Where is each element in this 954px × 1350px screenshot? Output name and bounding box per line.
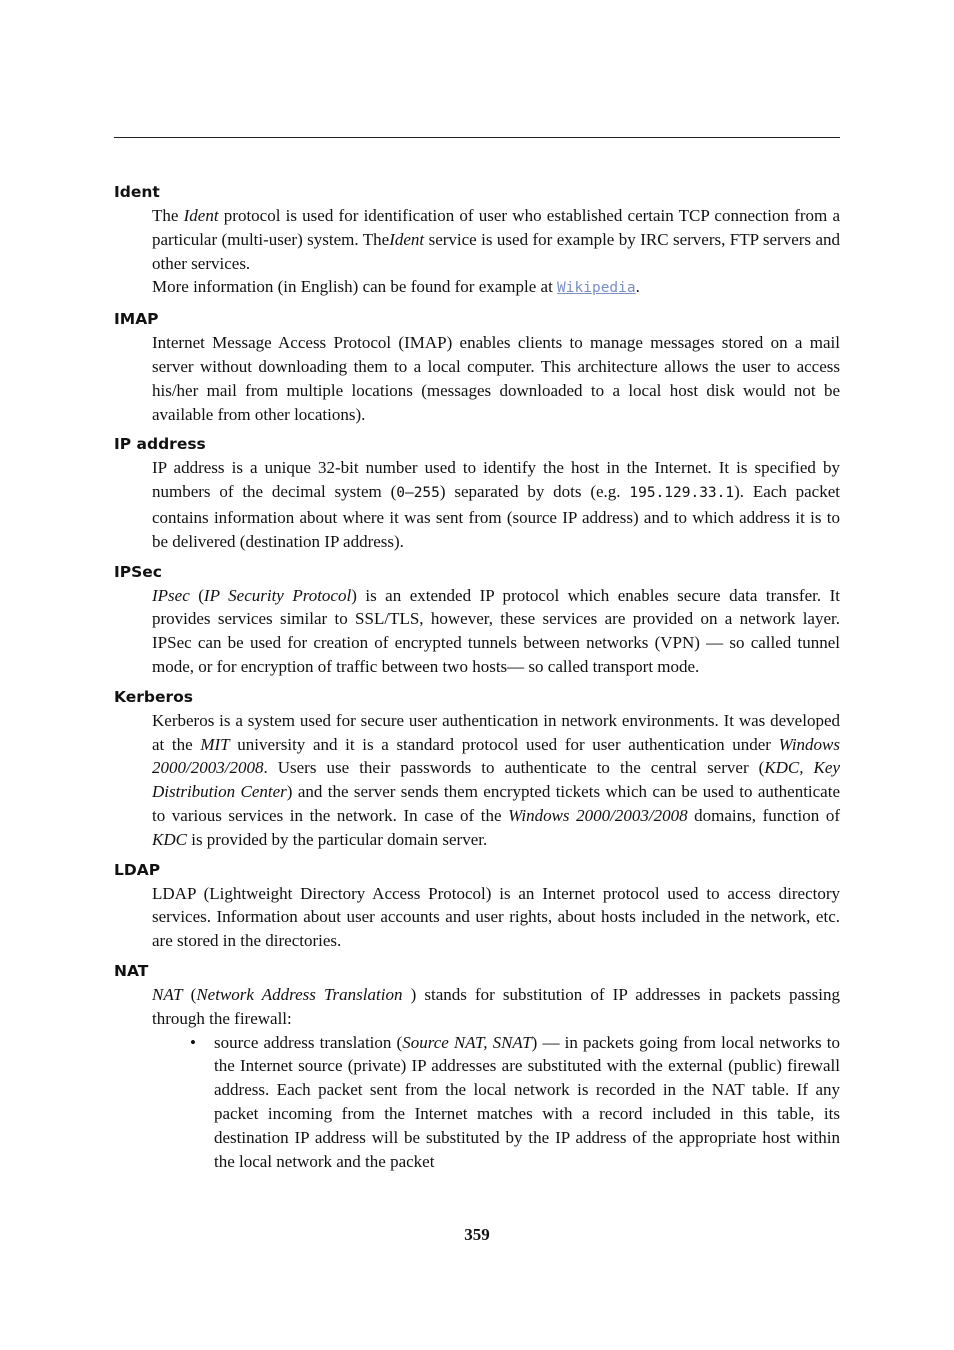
paragraph (152, 275, 840, 301)
list-item (190, 1031, 840, 1174)
glossary-entry-ip-address (114, 432, 840, 553)
text: ( (189, 585, 204, 605)
emphasis: Windows 2000/2003/2008 (152, 734, 840, 778)
glossary-entry-ipsec (114, 560, 840, 679)
term-kerberos: Kerberos (114, 687, 194, 706)
text: protocol is used for identification of user who established certain TCP connection from a particular (multi-user) system. The (152, 206, 840, 249)
emphasis: Network Address Translation (196, 984, 403, 1004)
glossary-entry-imap (114, 307, 840, 426)
term-ip-address: IP address (114, 435, 206, 454)
text: ) — in packets going from local networks to the Internet source (private) IP addresses are substituted with the external (public) firewall address. Each packet sent from the local network is recorded in the NAT table. If any packet incoming from the Internet matches with a record included in this table, its destination IP address will be substituted by the IP address of the appropriate host within the local network and the packet (214, 1032, 840, 1171)
text: university and it is a standard protocol used for user authentication under (229, 734, 779, 754)
text: ) separated by dots (e.g. (439, 482, 630, 502)
code-range: 0–255 (396, 485, 440, 502)
glossary-entry-nat (114, 959, 840, 1173)
text: ). Each packet contains information about where it was sent from (source IP address) and to which address it is to be delivered (destination IP address). (152, 482, 840, 551)
text: . (635, 277, 640, 297)
text: ( (182, 984, 197, 1004)
emphasis: Source NAT, SNAT (402, 1032, 532, 1052)
page-number: 359 (464, 1225, 490, 1244)
emphasis: Ident (183, 206, 219, 225)
emphasis: IPsec (152, 585, 190, 605)
text: The (152, 206, 184, 225)
glossary-entry-ident (114, 180, 840, 301)
term-nat: NAT (114, 961, 149, 980)
wikipedia-link[interactable]: Wikipedia (557, 280, 636, 297)
paragraph: LDAP (Lightweight Directory Access Protocol) is an Internet protocol used to access directory services. Information about user accounts and user rights, about hosts included in the network, etc. are stored in the directories. (152, 883, 840, 951)
text: More information (in English) can be found for example at (152, 277, 558, 297)
definition-ipsec (152, 584, 840, 679)
paragraph: Internet Message Access Protocol (IMAP) enables clients to manage messages stored on a mail server without downloading them to a local computer. This architecture allows the user to access his/her mail from multiple locations (messages downloaded to a local host disk would not be available from other locations). (152, 333, 840, 424)
paragraph (152, 983, 840, 1031)
glossary-entry-ldap (114, 858, 840, 953)
paragraph (152, 709, 840, 852)
emphasis: KDC, Key Distribution Center (152, 758, 840, 802)
term-ident: Ident (114, 183, 160, 201)
text: is provided by the particular domain server. (186, 829, 488, 849)
definition-ip-address (152, 456, 840, 553)
emphasis: MIT (200, 734, 230, 754)
bullet-list (152, 1031, 840, 1174)
emphasis: Ident (389, 229, 425, 249)
code-ip-example: 195.129.33.1 (629, 485, 735, 502)
paragraph (152, 204, 840, 275)
paragraph (152, 584, 840, 679)
definition-ident (152, 204, 840, 301)
term-ipsec: IPSec (114, 562, 162, 581)
text: . Users use their passwords to authenticate to the central server ( (263, 758, 765, 778)
header-rule (114, 137, 840, 138)
term-imap: IMAP (114, 310, 159, 329)
definition-nat (152, 983, 840, 1173)
emphasis: Windows 2000/2003/2008 (508, 805, 688, 825)
text: domains, function of (687, 805, 840, 825)
definition-imap (152, 331, 840, 426)
text: ) and the server sends them encrypted tickets which can be used to authenticate to various services in the network. In case of the (152, 782, 840, 825)
text: Kerberos is a system used for secure user authentication in network environments. It was developed at the (152, 710, 840, 754)
bullet-icon: • (190, 1032, 196, 1052)
definition-kerberos (152, 709, 840, 852)
glossary-entry-kerberos (114, 685, 840, 852)
text: ) is an extended IP protocol which enables secure data transfer. It provides services similar to SSL/TLS, however, these services are provided on a network layer. IPSec can be used for creation of encrypted tunnels between networks (VPN) — so called tunnel mode, or for encryption of traffic between two hosts— so called transport mode. (152, 585, 840, 676)
definition-ldap (152, 882, 840, 953)
glossary-content (114, 180, 840, 1179)
paragraph (152, 456, 840, 553)
term-ldap: LDAP (114, 860, 161, 879)
emphasis: IP Security Protocol (203, 585, 352, 605)
text: source address translation ( (214, 1032, 403, 1052)
text: ) stands for substitution of IP addresses in packets passing through the firewall: (152, 984, 840, 1028)
text: IP address is a unique 32-bit number used to identify the host in the Internet. It is specified by numbers of the decimal system ( (152, 458, 840, 502)
emphasis: KDC (152, 829, 187, 849)
text: service is used for example by IRC servers, FTP servers and other services. (152, 229, 840, 273)
emphasis: NAT (152, 984, 183, 1004)
